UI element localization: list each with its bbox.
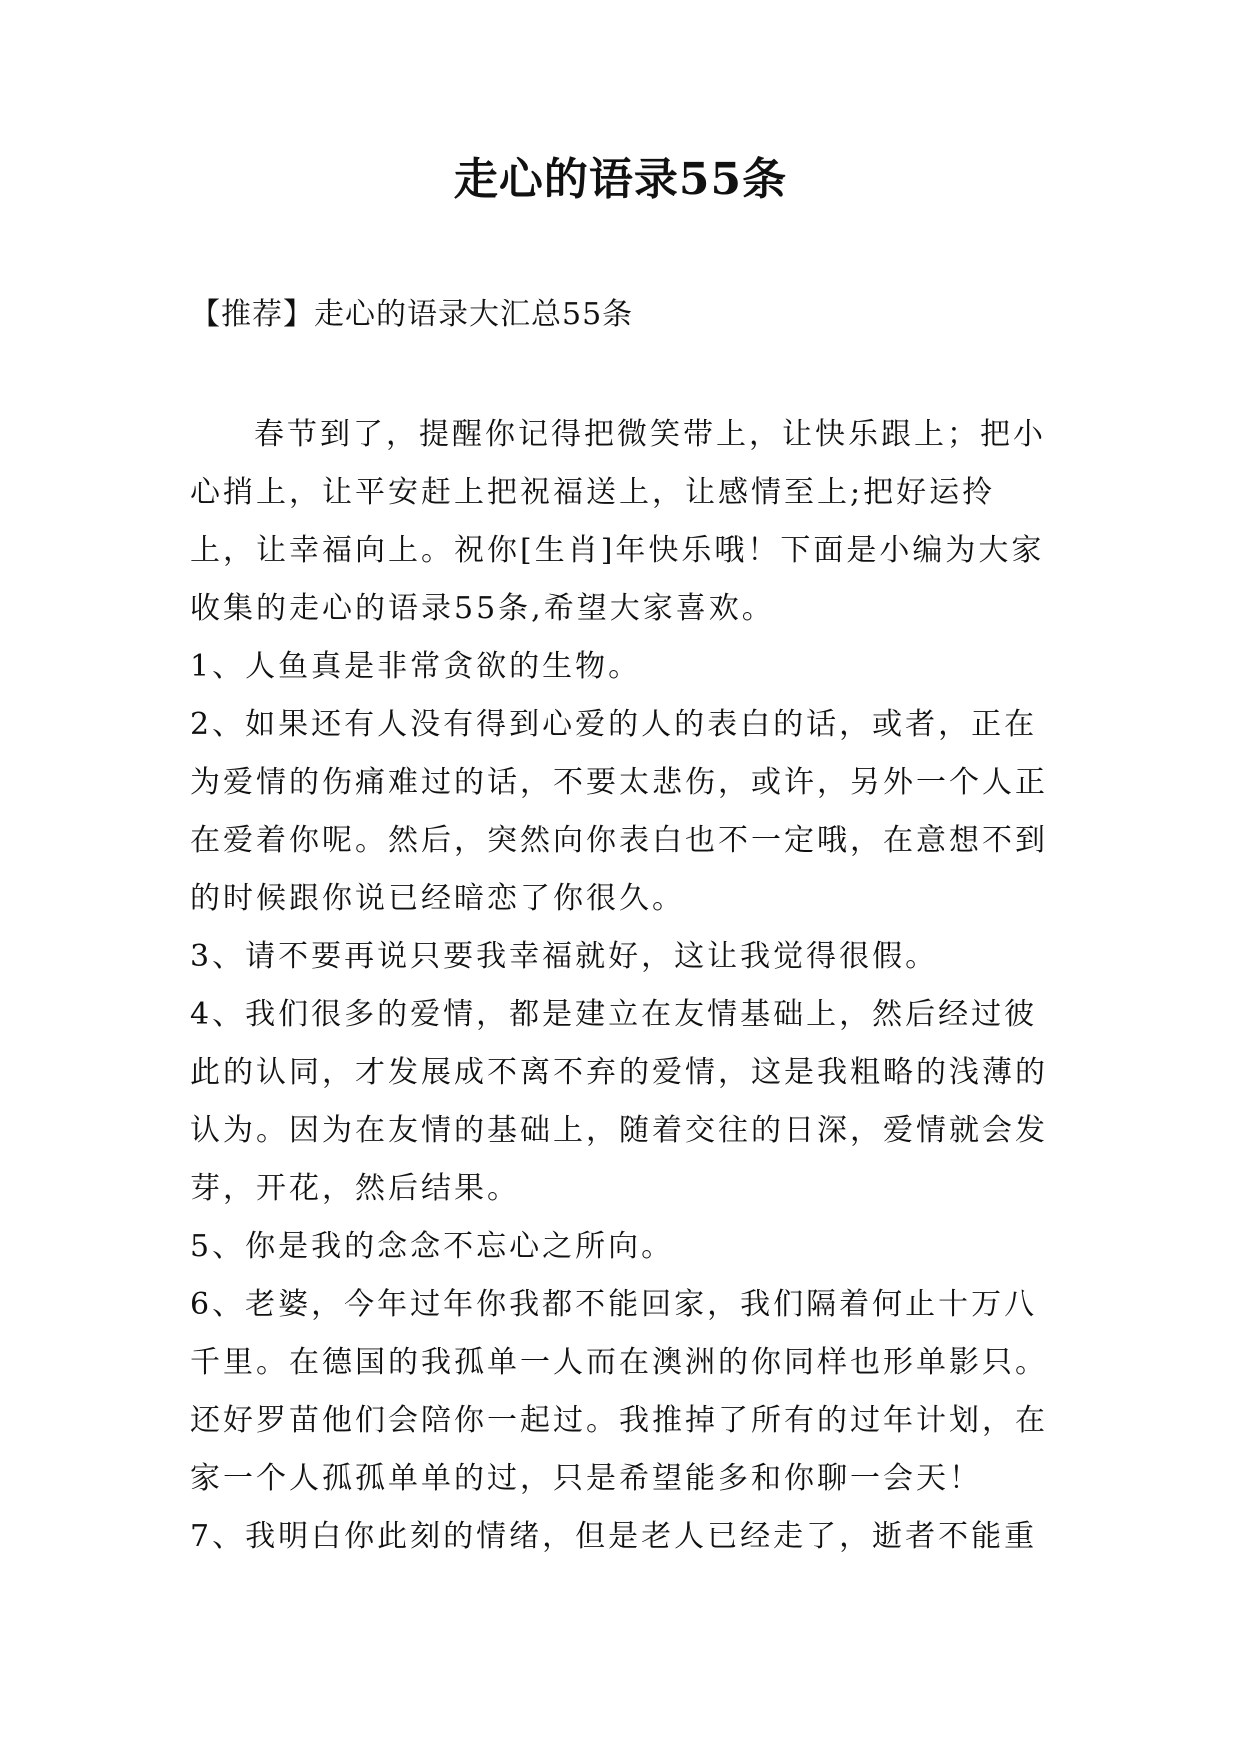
quote-item-6: 6、老婆，今年过年你我都不能回家，我们隔着何止十万八千里。在德国的我孤单一人而在澳洲的你同样也形单影只。还好罗苗他们会陪你一起过。我推掉了所有的过年计划，在家一个人孤孤单单的过，只是希望能多和你聊一会天！ bbox=[190, 1287, 1048, 1496]
document-title: 走心的语录55条 bbox=[453, 154, 788, 205]
quote-item-1: 1、人鱼真是非常贪欲的生物。 bbox=[190, 649, 642, 684]
quote-item-2: 2、如果还有人没有得到心爱的人的表白的话，或者，正在为爱情的伤痛难过的话，不要太悲伤，或许，另外一个人正在爱着你呢。然后，突然向你表白也不一定哦，在意想不到的时候跟你说已经暗恋了你很久。 bbox=[190, 707, 1048, 916]
quote-item-5: 5、你是我的念念不忘心之所向。 bbox=[190, 1229, 675, 1264]
document-subtitle: 【推荐】走心的语录大汇总55条 bbox=[190, 297, 634, 332]
document-body bbox=[190, 406, 1060, 1566]
intro-paragraph: 春节到了，提醒你记得把微笑带上，让快乐跟上；把小心捎上，让平安赶上把祝福送上，让感情至上;把好运拎上，让幸福向上。祝你[生肖]年快乐哦！下面是小编为大家收集的走心的语录55条,希望大家喜欢。 bbox=[190, 417, 1046, 626]
quote-item-4: 4、我们很多的爱情，都是建立在友情基础上，然后经过彼此的认同，才发展成不离不弃的爱情，这是我粗略的浅薄的认为。因为在友情的基础上，随着交往的日深，爱情就会发芽，开花，然后结果。 bbox=[190, 997, 1048, 1206]
quote-item-3: 3、请不要再说只要我幸福就好，这让我觉得很假。 bbox=[190, 939, 939, 974]
quote-item-7: 7、我明白你此刻的情绪，但是老人已经走了，逝者不能重 bbox=[190, 1519, 1038, 1554]
